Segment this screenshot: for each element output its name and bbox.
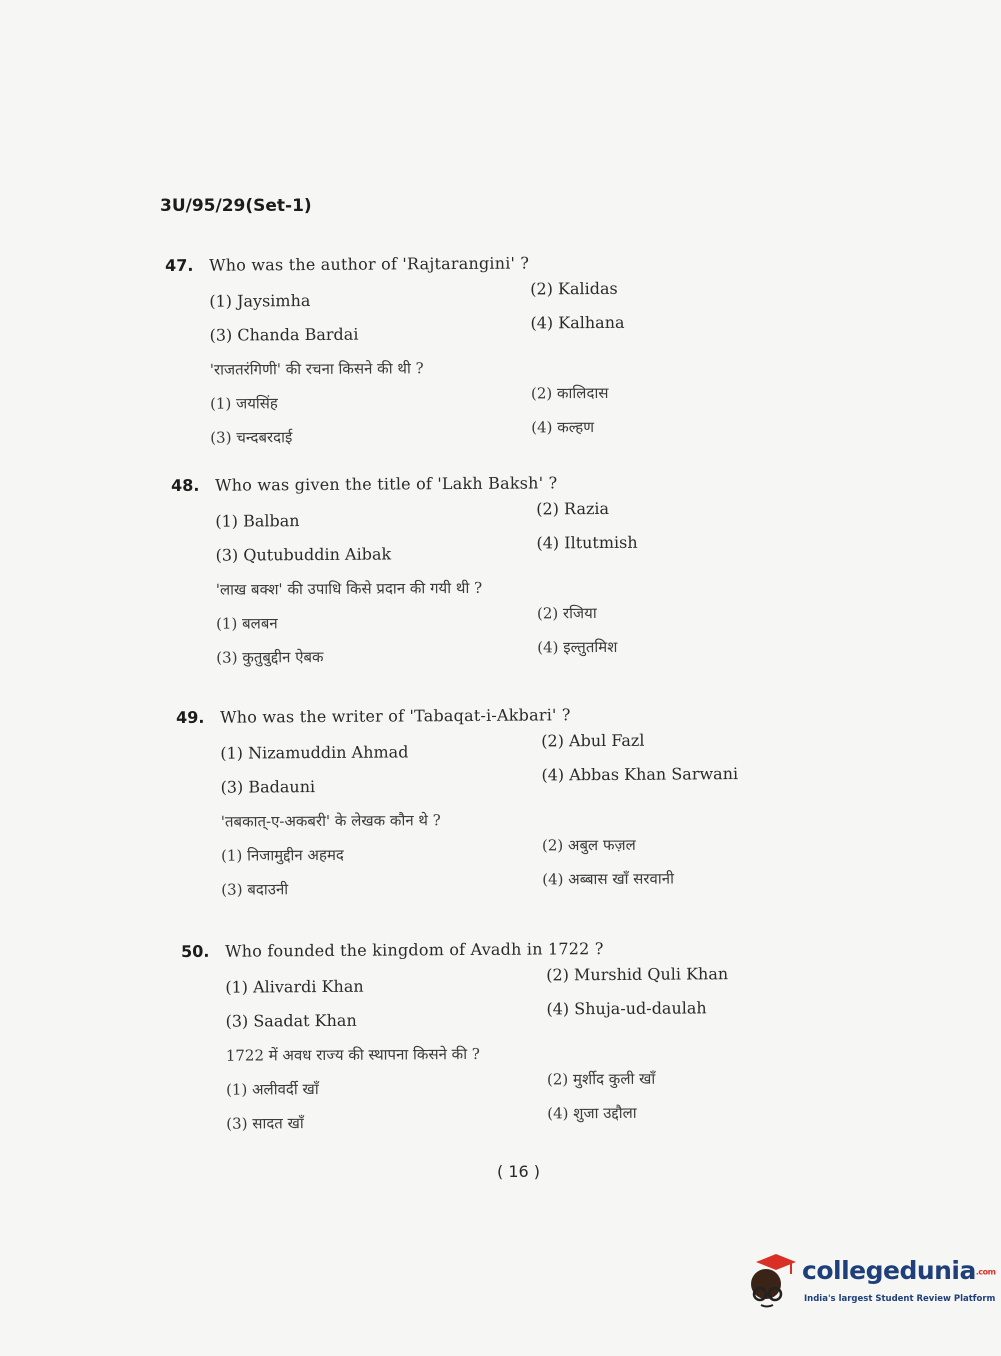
option-en-1: (1) Nizamuddin Ahmad: [220, 742, 409, 763]
option-en-3: (3) Qutubuddin Aibak: [215, 544, 392, 565]
option-hi-4: (4) इल्तुतमिश: [537, 637, 618, 657]
option-en-1: (1) Balban: [215, 511, 300, 531]
brand-tagline: India's largest Student Review Platform: [804, 1294, 996, 1304]
option-en-2: (2) Murshid Quli Khan: [546, 964, 729, 985]
option-en-4: (4) Kalhana: [530, 312, 625, 333]
option-en-1: (1) Jaysimha: [209, 290, 311, 311]
mascot-icon: [742, 1250, 800, 1310]
option-en-4: (4) Iltutmish: [536, 532, 638, 553]
option-hi-4: (4) कल्हण: [531, 418, 595, 437]
option-en-3: (3) Badauni: [220, 777, 316, 797]
option-en-4: (4) Shuja-ud-daulah: [546, 998, 707, 1019]
option-en-3: (3) Chanda Bardai: [209, 324, 359, 345]
question-49: [176, 704, 796, 899]
option-hi-3: (3) चन्दबरदाई: [210, 428, 293, 447]
option-hi-2: (2) मुर्शीद कुली खाँ: [546, 1069, 656, 1089]
question-47: [165, 252, 785, 447]
option-hi-3: (3) सादत खाँ: [226, 1114, 304, 1133]
option-hi-3: (3) बदाउनी: [221, 880, 289, 899]
question-number: 49.: [176, 707, 205, 727]
option-hi-3: (3) कुतुबुद्दीन ऐबक: [216, 647, 324, 667]
question-text-hi: 'लाख बक्श' की उपाधि किसे प्रदान की गयी थी ?: [215, 578, 483, 599]
option-hi-1: (1) जयसिंह: [209, 394, 278, 413]
option-en-2: (2) Razia: [536, 498, 610, 519]
question-number: 47.: [165, 255, 194, 275]
option-hi-1: (1) निजामुद्दीन अहमद: [220, 845, 344, 865]
question-number: 50.: [181, 941, 210, 961]
question-text-en: Who was given the title of 'Lakh Baksh' ?: [214, 473, 558, 495]
set-code: 3U/95/29(Set-1): [160, 196, 312, 216]
option-en-3: (3) Saadat Khan: [225, 1010, 357, 1031]
question-48: [171, 472, 791, 667]
option-hi-4: (4) अब्बास खाँ सरवानी: [542, 869, 675, 889]
option-hi-2: (2) कालिदास: [530, 383, 609, 403]
question-text-en: Who was the author of 'Rajtarangini' ?: [208, 253, 530, 275]
brand-wordmark: collegedunia.com: [802, 1256, 996, 1285]
option-en-2: (2) Kalidas: [530, 278, 618, 299]
option-hi-1: (1) अलीवर्दी खाँ: [225, 1080, 319, 1099]
question-text-hi: 'राजतरंगिणी' की रचना किसने की थी ?: [209, 359, 424, 379]
question-number: 48.: [171, 475, 200, 495]
page-number: ( 16 ): [497, 1162, 541, 1181]
option-en-2: (2) Abul Fazl: [541, 730, 645, 751]
question-text-hi: 'तबकात्-ए-अकबरी' के लेखक कौन थे ?: [220, 811, 441, 831]
question-text-en: Who was the writer of 'Tabaqat-i-Akbari' ?: [219, 705, 571, 727]
question-text-hi: 1722 में अवध राज्य की स्थापना किसने की ?: [225, 1044, 480, 1065]
option-hi-2: (2) रजिया: [536, 604, 597, 623]
option-hi-1: (1) बलबन: [215, 614, 278, 633]
option-en-1: (1) Alivardi Khan: [225, 976, 364, 997]
option-en-4: (4) Abbas Khan Sarwani: [541, 764, 739, 785]
option-hi-4: (4) शुजा उद्दौला: [547, 1103, 637, 1123]
question-50: [181, 938, 801, 1133]
option-hi-2: (2) अबुल फज़ल: [541, 835, 636, 855]
question-text-en: Who founded the kingdom of Avadh in 1722 ?: [224, 939, 604, 961]
collegedunia-watermark: [742, 1250, 996, 1312]
